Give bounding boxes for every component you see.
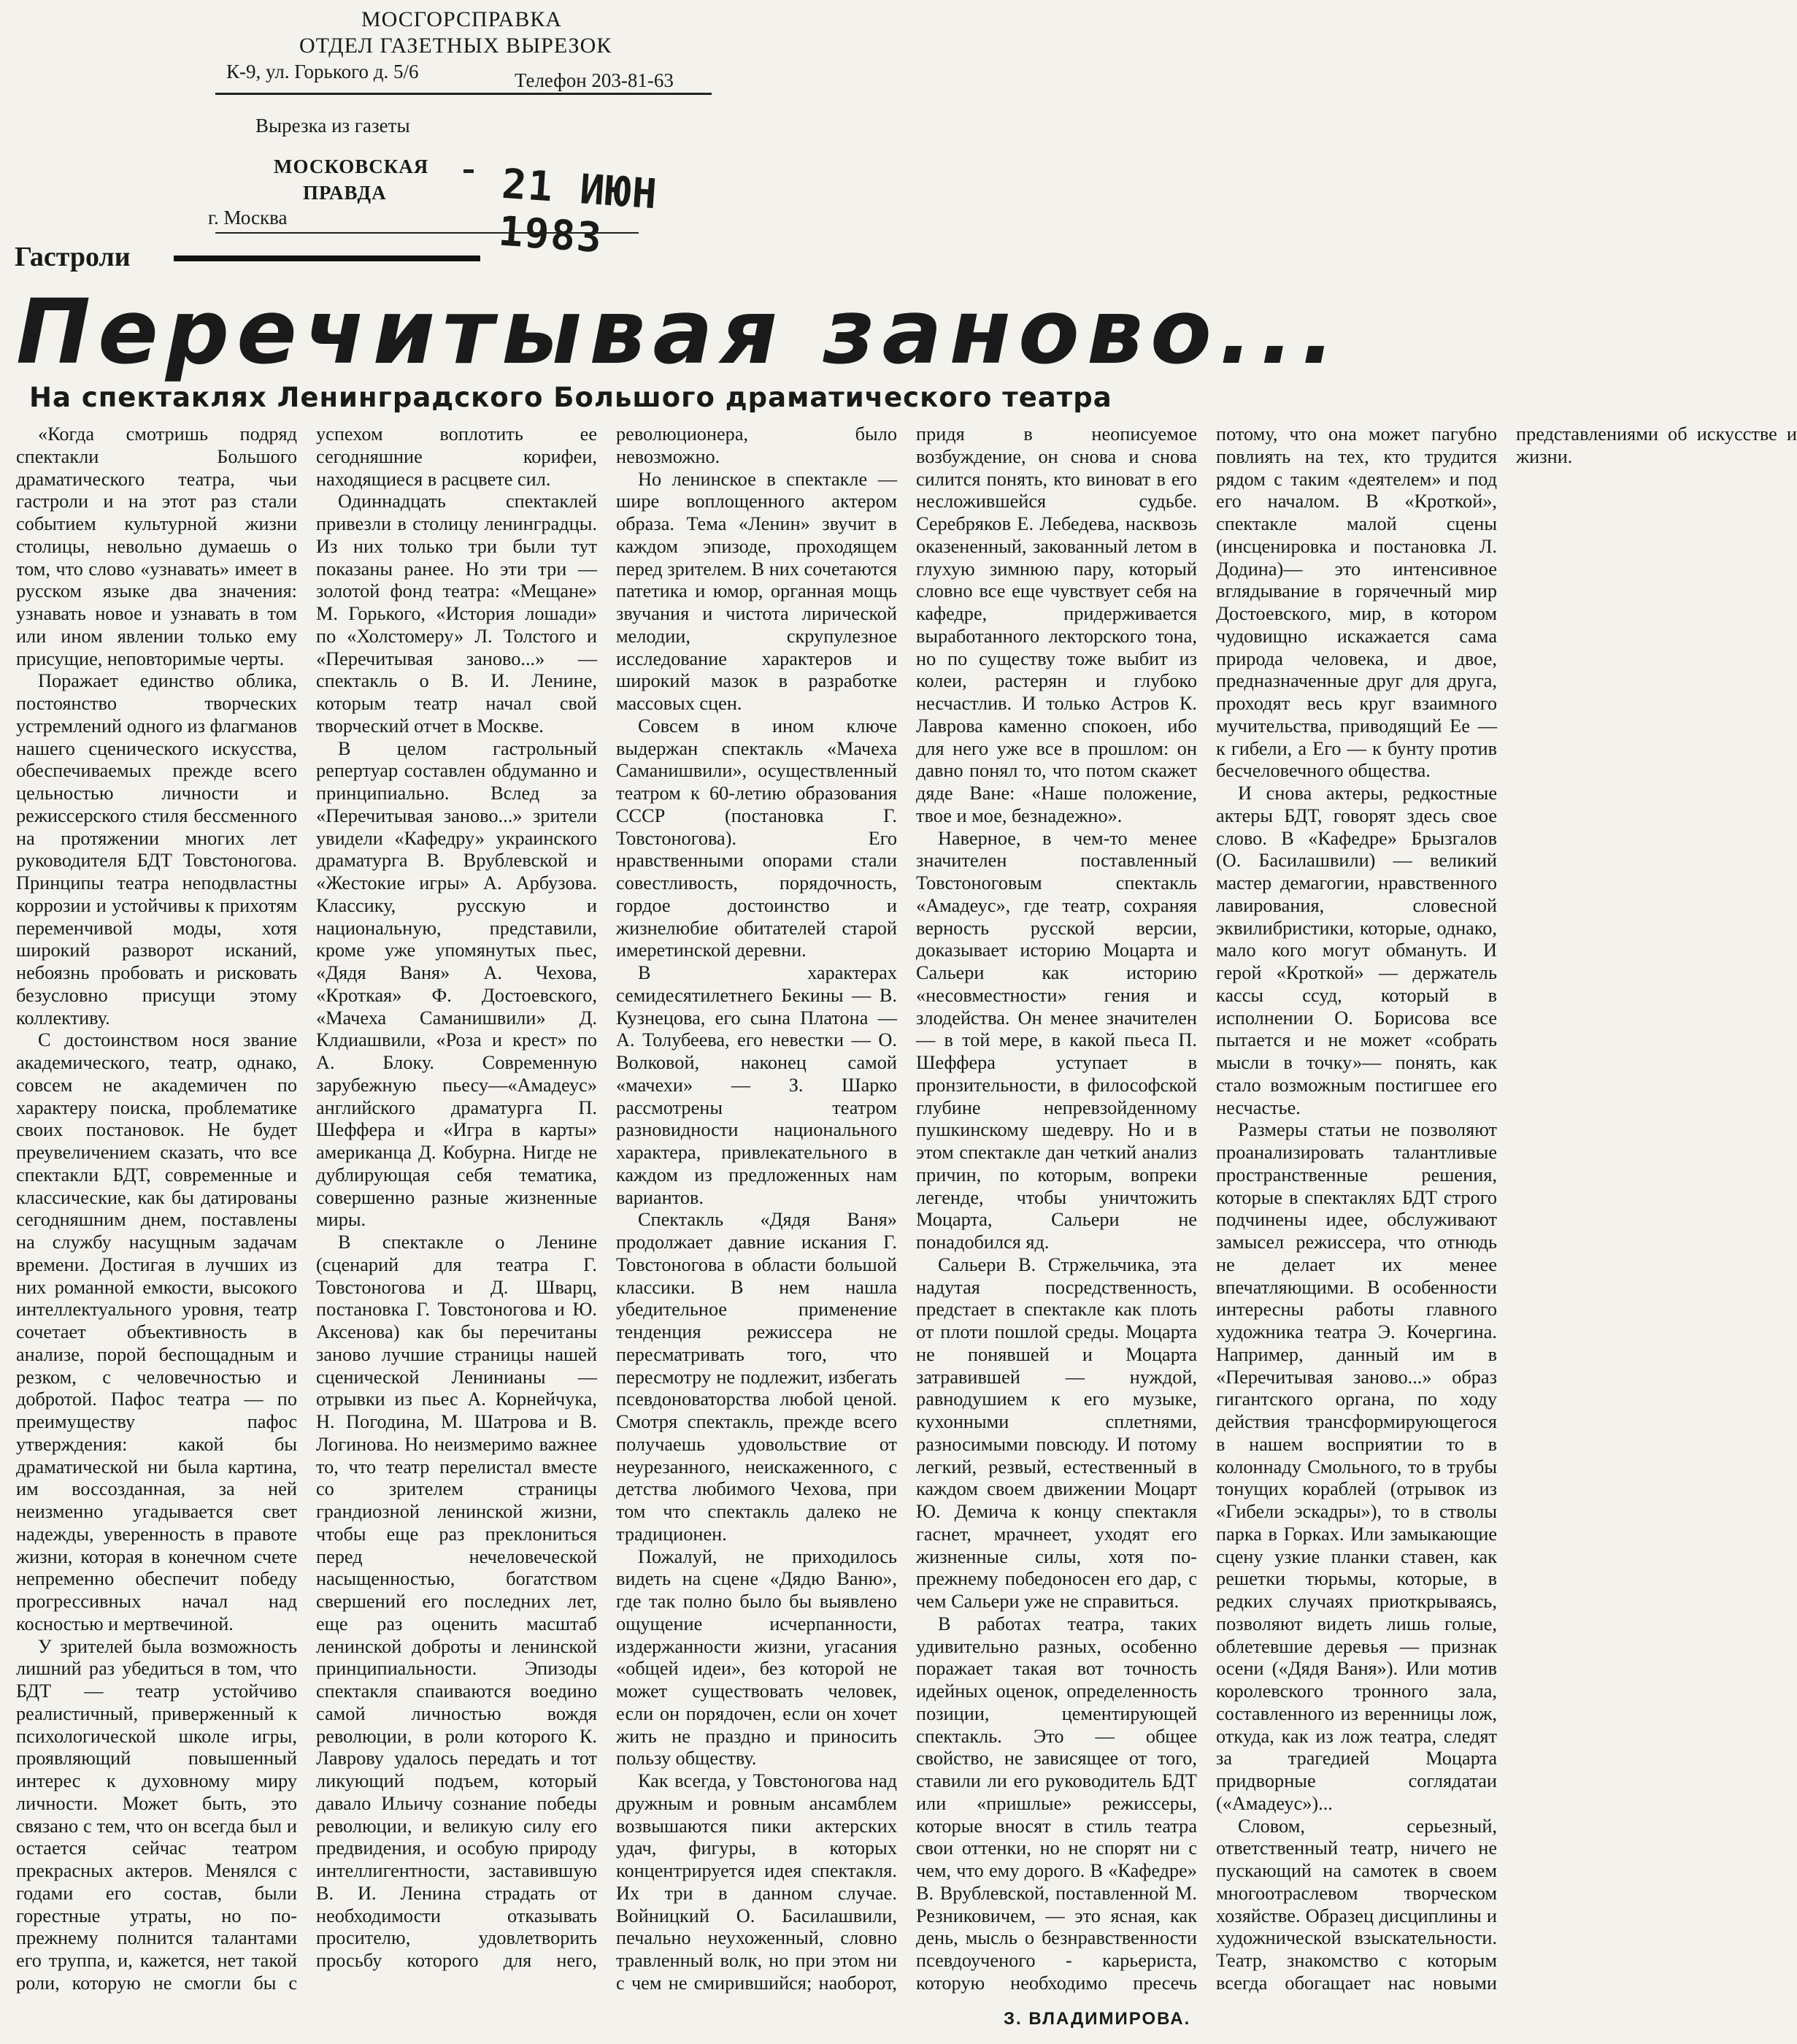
article-paragraph: И снова актеры, редкостные актеры БДТ, говорят здесь свое слово. В «Кафедре» Брызгалов (О. Басилашвили) — великий мастер демагогии, нравственного лавирования, словесной эквилибристики, которые, однако, мало кого могут обмануть. И герой «Кроткой» — держатель кассы ссуд, который в исполнении О. Борисова все пытается и не может «собрать мысли в точку»— понять, как стало возможным постигшее его несчастье. — [1216, 783, 1497, 1118]
article-paragraph: «Когда смотришь подряд спектакли Большого драматического театра, чьи гастроли и на этот раз стали событием культурной жизни столицы, невольно думаешь о том, что слово «узнавать» имеет в русском языке два значения: узнавать новое и узнавать в том или ином явлении только ему присущие, неповторимые черты. — [16, 423, 297, 669]
article-subtitle: На спектаклях Ленинградского Большого драматического театра — [29, 382, 1112, 413]
rubric-rule — [174, 256, 480, 261]
stamp-phone: Телефон 203-81-63 — [515, 69, 674, 91]
article-paragraph: Наверное, в чем-то менее значителен поставленный Товстоноговым спектакль «Амадеус», где театр, сохраняя верность русской версии, доказывает историю Моцарта и Сальери как историю «несовместности» гения и злодейства. Он менее значителен — в той мере, в какой пьеса П. Шеффера уступает в пронзительности, в философской глубине непревзойденному пушкинскому шедевру. Но и в этом спектакле дан четкий анализ причин, по которым, вопреки легенде, чтобы уничтожить Моцарта, Сальери не понадобился яд. — [916, 827, 1197, 1253]
article-paragraph: Пожалуй, не приходилось видеть на сцене «Дядю Ваню», где так полно было бы выявлено ощущение исчерпанности, издержанности жизни, угасания «общей идеи», без которой не может существовать человек, если он порядочен, если он хочет жить не праздно и приносить пользу обществу. — [616, 1545, 897, 1770]
article-paragraph: Поражает единство облика, постоянство творческих устремлений одного из флагманов нашего сценического искусства, обеспечиваемых прежде всего цельностью личности и режиссерского стиля бессменного на протяжении многих лет руководителя БДТ Товстоногова. Принципы театра неподвластны коррозии и устойчивы к прихотям переменчивой моды, хотя широкий разворот исканий, небоязнь пробовать и рисковать безусловно присущи этому коллективу. — [16, 670, 297, 1029]
article-title: Перечитывая заново... — [16, 280, 1342, 384]
stamp-newspaper-line1: МОСКОВСКАЯ — [274, 155, 429, 177]
article-paragraph: С достоинством нося звание академического, театр, однако, совсем не академичен по характеру поиска, проблематике своих постановок. Не будет преувеличением сказать, что все спектакли БДТ, современные и классические, как бы датированы сегодняшним днем, поставлены на службу насущным задачам времени. Достигая в лучших из них романной емкости, высокого интеллектуального уровня, театр сочетает объективность в анализе, порой беспощадным и резком, с человечностью и добротой. Пафос театра — по преимуществу пафос утверждения: какой бы драматической ни была картина, им воссозданная, за ней неизменно угадывается свет надежды, уверенность в правоте жизни, которая в конечном счете непременно обеспечит победу прогрессивных начал над косностью и мертвечиной. — [16, 1029, 297, 1634]
article-paragraph: У зрителей была возможность лишний раз убедиться в том, что БДТ — театр устойчиво реалистичный, приверженный к психологической школе игры, проявляющий повышенный интерес к духовному миру личности. Может быть, это связано с тем, что он всегда был и остается сейчас театром прекрасных актеров. Менялся с годами его состав, были горестные утраты, но по-прежнему полнится талантами его труппа, и, кажется, нет такой роли, которую не смогли бы с успехом воплотить ее сегодняшние корифеи, находящиеся в расцвете сил. — [16, 423, 597, 1994]
clipping-stamp — [193, 0, 719, 263]
article-paragraph: В целом гастрольный репертуар составлен обдуманно и принципиально. Вслед за «Перечитывая заново...» зрители увидели «Кафедру» украинского драматурга В. Врублевской и «Жестокие игры» А. Арбузова. Классику, русскую и национальную, представили, кроме уже упомянутых пьес, «Дядя Ваня» А. Чехова, «Кроткая» Ф. Достоевского, «Мачеха Саманишвили» Д. Клдиашвили, «Роза и крест» по А. Блоку. Современную зарубежную пьесу—«Амадеус» английского драматурга П. Шеффера и «Игра в карты» американца Д. Кобурна. Нигде не дублирующая себя тематика, совершенно разные жизненные миры. — [316, 737, 597, 1231]
article-paragraph: В характерах семидесятилетнего Бекины — В. Кузнецова, его сына Платона — А. Толубеева, его невестки — О. Волковой, наконец самой «мачехи» — З. Шарко рассмотрены театром разновидности национального характера, привлекательного в каждом из предложенных нам вариантов. — [616, 962, 897, 1208]
article-paragraph: Спектакль «Дядя Ваня» продолжает давние искания Г. Товстоногова в области большой классики. В нем нашла убедительное применение тенденция режиссера не пересматривать того, что пересмотру не подлежит, избегать псевдоноваторства любой ценой. Смотря спектакль, прежде всего получаешь удовольствие от неурезанного, неискаженного, с детства любимого Чехова, при том что спектакль далеко не традиционен. — [616, 1209, 897, 1545]
stamp-address: К-9, ул. Горького д. 5/6 — [226, 61, 419, 82]
article-paragraph: Но ленинское в спектакле — шире воплощенного актером образа. Тема «Ленин» звучит в каждом эпизоде, проходящем перед зрителем. В них сочетаются патетика и юмор, органная мощь звучания и чистота лирической мелодии, скрупулезное исследование характеров и широкий мазок в разработке массовых сцен. — [616, 468, 897, 714]
author-signature: З. ВЛАДИМИРОВА. — [1004, 2009, 1191, 2029]
article-paragraph: Как всегда, у Товстоногова над дружным и ровным ансамблем возвышаются пики актерских удач, фигуры, в которых концентрируется идея спектакля. Их три в данном случае. Войницкий О. Басилашвили, печально неухоженный, словно травленный волк, но при этом ни с чем не смирившийся; наоборот, придя в неописуемое возбуждение, он снова и снова силится понять, кто виноват в его несложившейся судьбе. Серебряков Е. Лебедева, насквозь оказененный, закованный летом в глухую зимнюю пару, который словно все еще чувствует себя на кафедре, придерживается выработанного лекторского тона, но по существу тоже выбит из колеи, растерян и глубоко несчастлив. И только Астров К. Лаврова каменно спокоен, ибо для него уже все в прошлом: он давно понял то, что потом скажет дяде Ване: «Наше положение, твое и мое, безнадежно». — [616, 423, 1197, 1994]
article-paragraph: Совсем в ином ключе выдержан спектакль «Мачеха Саманишвили», осуществленный театром к 60-летию образования СССР (постановка Г. Товстоногова). Его нравственными опорами стали совестливость, порядочность, гордое достоинство и жизнелюбие обитателей старой имеретинской деревни. — [616, 715, 897, 961]
stamp-city: г. Москва — [208, 207, 288, 228]
article-paragraph: В работах театра, таких удивительно разных, особенно поражает такая вот точность идейных оценок, определенность позиции, цементирующей спектакль. Это — общее свойство, не зависящее от того, ставили ли его руководитель БДТ или «пришлые» режиссеры, которые вносят в стиль театра свои оттенки, но не спорят ни с чем, что ему дорого. В «Кафедре» В. Врублевской, поставленной М. Резниковичем, — это ясная, как день, мысль о безнравственности псевдоученого - карьериста, которую необходимо пресечь потому, что она может пагубно повлиять на тех, кто трудится рядом с таким «деятелем» и под его началом. В «Кроткой», спектакле малой сцены (инсценировка и постановка Л. Додина)— это интенсивное вглядывание в горячечный мир Достоевского, мир, в котором чудовищно искажается сама природа человека, и двое, предназначенные друг для друга, проходят весь круг взаимного мучительства, приводящий Ее — к гибели, а Его — к бунту против бесчеловечного общества. — [916, 423, 1497, 1994]
stamp-agency: МОСГОРСПРАВКА — [361, 7, 562, 31]
article-paragraph: Словом, серьезный, ответственный театр, ничего не пускающий на самотек в своем многоотраслевом творческом хозяйстве. Образец дисциплины и художнической взыскательности. Театр, знакомство с которым всегда обогащает нас новыми представлениями об искусстве и жизни. — [1216, 423, 1797, 1994]
stamp-department: ОТДЕЛ ГАЗЕТНЫХ ВЫРЕЗОК — [299, 34, 612, 58]
article-body — [16, 423, 1797, 1999]
article-paragraph: Одиннадцать спектаклей привезли в столицу ленинградцы. Из них только три были тут показаны ранее. Но эти три — золотой фонд театра: «Мещане» М. Горького, «История лошади» по «Холстомеру» Л. Толстого и «Перечитывая заново...» — спектакль о В. И. Ленине, которым театр начал свой творческий отчет в Москве. — [316, 491, 597, 737]
article-paragraph: Размеры статьи не позволяют проанализировать талантливые пространственные решения, которые в спектаклях БДТ строго подчинены идее, обслуживают замысел режиссера, что отнюдь не делает их менее впечатляющими. В особенности интересны работы главного художника театра Э. Кочергина. Например, данный им в «Перечитывая заново...» образ гигантского органа, по ходу действия трансформирующегося в нашем восприятии то в колоннаду Смольного, то в трубы тонущих кораблей (отрывок из «Гибели эскадры»), то в стволы парка в Горках. Или замыкающие сцену узкие планки ставен, как решетки тюрьмы, которые, в редких случаях приоткрываясь, позволяют видеть лишь голые, облетевшие деревья — признак осени («Дядя Ваня»). Или мотив королевского тронного зала, составленного из веренницы лож, откуда, как из лож театра, следят за трагедией Моцарта придворные соглядатаи («Амадеус»)... — [1216, 1119, 1497, 1814]
stamp-divider — [215, 93, 712, 95]
stamp-newspaper-line2: ПРАВДА — [303, 182, 387, 204]
rubric: Гастроли — [15, 242, 131, 272]
stamp-clipping-label: Вырезка из газеты — [255, 115, 410, 137]
article-paragraph: Сальери В. Стржельчика, эта надутая посредственность, предстает в спектакле как плоть от плоти пошлой среды. Моцарта не понявшей и Моцарта затравившей — нуждой, равнодушием к его музыке, кухонными сплетнями, разносимыми повсюду. И потому легкий, резвый, естественный в каждом своем движении Моцарт Ю. Демича к концу спектакля гаснет, мрачнеет, уходят его жизненные силы, хотя по-прежнему победоносен его дар, с чем Сальери уже не справиться. — [916, 1253, 1197, 1612]
stamp-dash — [463, 169, 474, 173]
stamp-date: 21 ИЮН 1983 — [496, 160, 660, 263]
stamp-bottom-rule — [215, 232, 639, 234]
article-paragraph: В спектакле о Ленине (сценарий для театра Г. Товстоногова и Д. Шварц, постановка Г. Товстоногова и Ю. Аксенова) как бы перечитаны заново лучшие страницы нашей сценической Ленинианы — отрывки из пьес А. Корнейчука, Н. Погодина, М. Шатрова и В. Логинова. Но неизмеримо важнее то, что театр перелистал вместе со зрителем страницы грандиозной ленинской жизни, чтобы еще раз преклониться перед нечеловеческой насыщенностью, богатством свершений его последних лет, еще раз оценить масштаб ленинской доброты и ленинской принципиальности. Эпизоды спектакля спаиваются воедино самой личностью вождя революции, в роли которого К. Лаврову удалось передать и тот ликующий подъем, который давало Ильичу сознание победы революции, и великую силу его предвидения, и особую природу интеллигентности, заставившую В. И. Ленина страдать от необходимости отказывать просителю, удовлетворить просьбу которого для него, революционера, было невозможно. — [316, 423, 897, 1971]
